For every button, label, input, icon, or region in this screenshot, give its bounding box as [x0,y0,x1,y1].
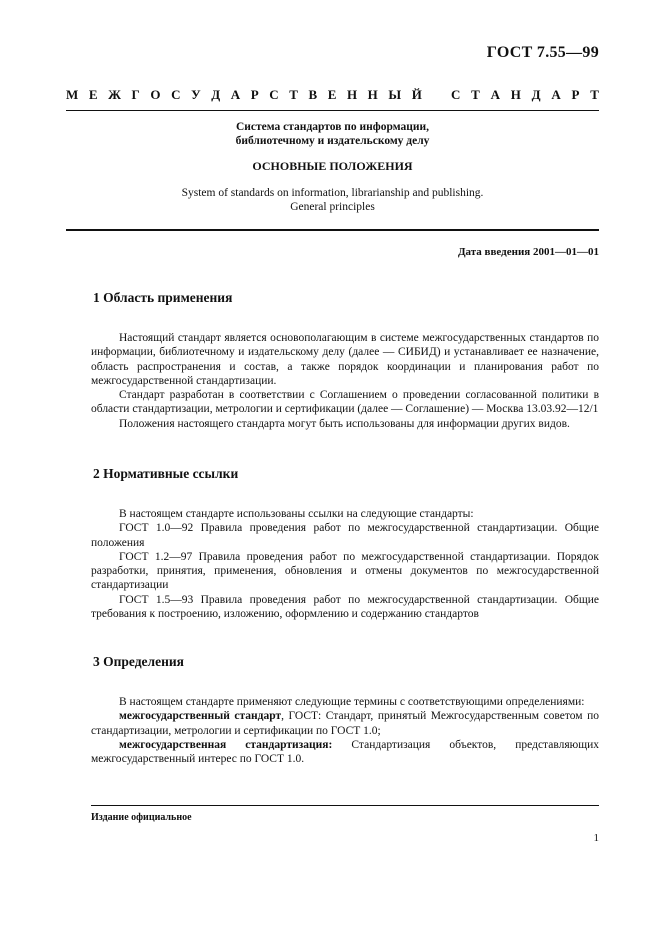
footer-rule [91,805,599,806]
spaced-letter: А [490,87,500,102]
english-title [66,186,599,214]
section-3-title: 3 Определения [93,654,184,669]
introduction-date: Дата введения 2001—01—01 [457,246,599,258]
spaced-letter: Т [590,87,599,102]
system-title-line2: библиотечному и издательскому делу [235,135,430,147]
section-1-paragraph: Положения настоящего стандарта могут быть использованы для информации других видов. [119,417,570,430]
header-rule [66,110,599,111]
section-2-body [91,507,599,621]
spaced-letter: В [308,87,318,102]
spaced-letter: Ы [388,87,402,102]
section-1-paragraph: Настоящий стандарт является основополагающим в системе межгосударственных стандартов по информации, библиотечному и издательскому делу (далее — СИБИД) и устанавливает ее назначение, область распространения и состав, а также порядок координации и планирования работ по межгосударственной стандартизации. [91,332,599,387]
spaced-letter: С [269,87,279,102]
term-2: межгосударственная стандартизация: [119,738,333,751]
page-number: 1 [593,832,599,844]
english-title-line1: System of standards on information, librarianship and publishing. [181,187,484,199]
spaced-letter: Й [411,87,422,102]
main-heading: ОСНОВНЫЕ ПОЛОЖЕНИЯ [252,159,413,173]
spaced-letter: Р [250,87,259,102]
spaced-letter: Ж [108,87,121,102]
definition-1 [91,709,599,738]
standard-type-header [66,87,599,103]
spaced-letter: Т [471,87,480,102]
official-edition-note: Издание официальное [91,812,192,823]
spaced-letter: А [230,87,241,102]
spaced-letter: О [150,87,161,102]
section-2-reference: ГОСТ 1.2—97 Правила проведения работ по межгосударственной стандартизации. Порядок разработки, принятия, применения, обновления и отмены документов по межгосударственной стандартизации [91,550,599,592]
standard-word [451,87,599,103]
term-1: межгосударственный стандарт [119,710,282,723]
spaced-letter: Р [571,87,580,102]
document-number: ГОСТ 7.55—99 [486,44,599,61]
spaced-letter: Е [88,87,98,102]
section-2-paragraph: В настоящем стандарте использованы ссылки на следующие стандарты: [119,508,474,520]
title-rule [66,229,599,231]
section-2-reference: ГОСТ 1.0—92 Правила проведения работ по межгосударственной стандартизации. Общие положения [91,522,599,549]
system-title-line1: Система стандартов по информации, [236,121,429,133]
system-title [66,120,599,148]
spaced-letter: Д [531,87,541,102]
spaced-letter: У [191,87,201,102]
section-2-title: 2 Нормативные ссылки [93,466,239,481]
spaced-letter: Н [346,87,358,102]
interstate-word [66,87,422,103]
spaced-letter: Н [510,87,521,102]
spaced-letter: Г [131,87,140,102]
definition-2-text: Стандартизация объектов, представляющих межгосударственный интерес по ГОСТ 1.0. [91,738,599,766]
spaced-letter: М [66,87,79,102]
section-3-paragraph: В настоящем стандарте применяют следующие термины с соответствующими определениями: [119,696,585,708]
definition-1-text: , ГОСТ: Стандарт, принятый Межгосударственным советом по стандартизации, метрологии и сертификации по ГОСТ 1.0; [91,710,599,737]
section-1-body [91,331,599,431]
section-1-title: 1 Область применения [93,290,233,305]
definition-2 [91,738,599,767]
spaced-letter: А [551,87,561,102]
section-2-reference: ГОСТ 1.5—93 Правила проведения работ по межгосударственной стандартизации. Общие требования к построению, изложению, оформлению и содержанию стандартов [91,593,599,621]
spaced-letter: Е [327,87,337,102]
section-3-body [91,695,599,766]
spaced-letter: Д [211,87,221,102]
spaced-letter: Т [289,87,298,102]
section-1-paragraph: Стандарт разработан в соответствии с Соглашением о проведении согласованной политики в области стандартизации, метрологии и сертификации (далее — Соглашение) — Москва 13.03.92—12/1 [91,389,599,416]
spaced-letter: Н [367,87,378,102]
spaced-letter: С [451,87,461,102]
english-title-line2: General principles [290,201,375,213]
spaced-letter: С [171,87,181,102]
